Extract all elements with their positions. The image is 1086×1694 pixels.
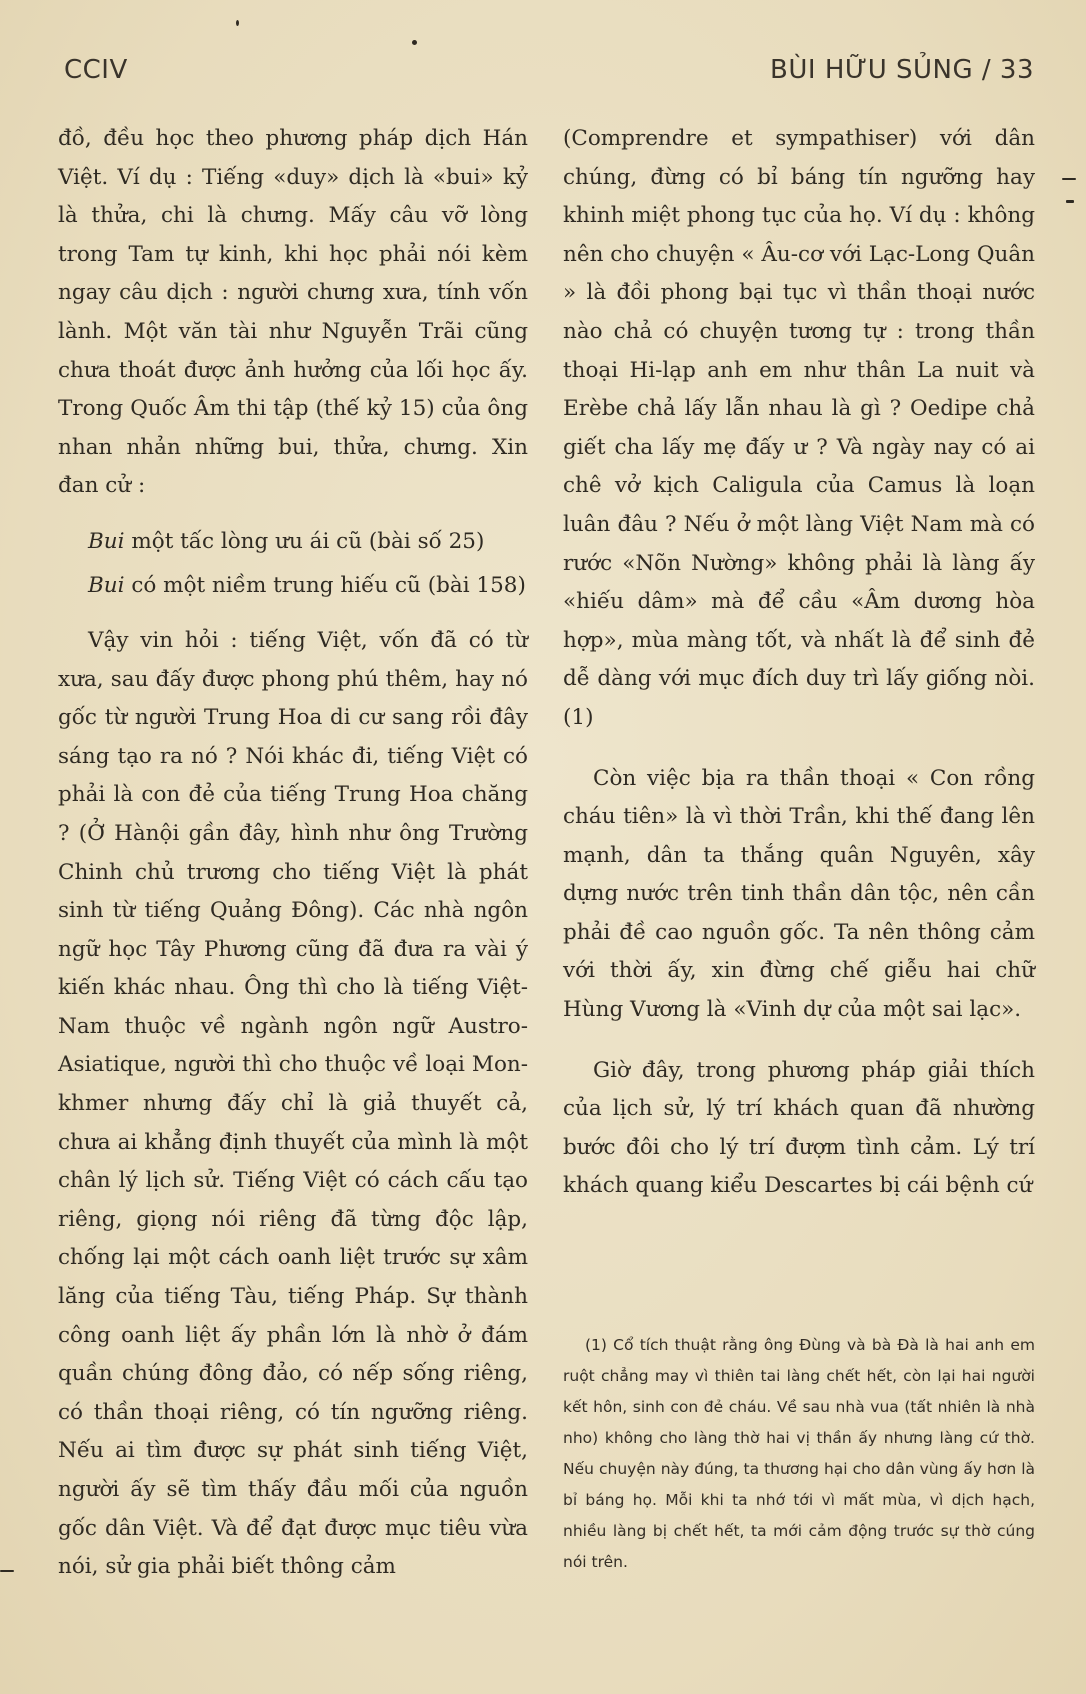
footnote-text: (1) Cổ tích thuật rằng ông Đùng và bà Đà là hai anh em ruột chẳng may vì thiên tai làng chết hết, còn lại hai người kết hôn, sinh con đẻ cháu. Về sau nhà vua (tất nhiên là nhà nho) không cho làng thờ hai vị thần ấy nhưng làng cứ thờ. Nếu chuyện này đúng, ta thương hại cho dân vùng ấy hơn là bỉ báng họ. Mỗi khi ta nhớ tới vì mất mùa, vì dịch hạch, nhiều làng bị chết hết, ta mới cảm động trước sự thờ cúng nói trên.	[563, 1336, 1035, 1571]
footnote-divider	[563, 1308, 1035, 1309]
quote-text: có một niềm trung hiếu cũ (bài 158)	[124, 572, 526, 598]
right-column	[563, 120, 1035, 1206]
paragraph: Vậy vin hỏi : tiếng Việt, vốn đã có từ xưa, sau đấy được phong phú thêm, hay nó gốc từ người Trung Hoa di cư sang rồi đây sáng tạo ra nó ? Nói khác đi, tiếng Việt có phải là con đẻ của tiếng Trung Hoa chăng ? (Ở Hànội gần đây, hình như ông Trường Chinh chủ trương cho tiếng Việt là phát sinh từ tiếng Quảng Đông). Các nhà ngôn ngữ học Tây Phương cũng đã đưa ra vài ý kiến khác nhau. Ông thì cho là tiếng Việt-Nam thuộc về ngành ngôn ngữ Austro-Asiatique, người thì cho thuộc về loại Mon-khmer nhưng đấy chỉ là giả thuyết cả, chưa ai khẳng định thuyết của mình là một chân lý lịch sử. Tiếng Việt có cách cấu tạo riêng, giọng nói riêng đã từng độc lập, chống lại một cách oanh liệt trước sự xâm lăng của tiếng Tàu, tiếng Pháp. Sự thành công oanh liệt ấy phần lớn là nhờ ở đám quần chúng đông đảo, có nếp sống riêng, có thần thoại riêng, có tín ngưỡng riêng. Nếu ai tìm được sự phát sinh tiếng Việt, người ấy sẽ tìm thấy đầu mối của nguồn gốc dân Việt. Và để đạt được mục tiêu vừa nói, sử gia phải biết thông cảm	[58, 627, 528, 1580]
footnote	[563, 1330, 1035, 1578]
paragraph: Còn việc bịa ra thần thoại « Con rồng cháu tiên» là vì thời Trần, khi thế đang lên mạnh, dân ta thắng quân Nguyên, xây dựng nước trên tinh thần dân tộc, nên cần phải đề cao nguồn gốc. Ta nên thông cảm với thời ấy, xin đừng chế giễu hai chữ Hùng Vương là «Vinh dự của một sai lạc».	[563, 765, 1035, 1023]
header-section-mark: CCIV	[64, 55, 128, 85]
running-header	[64, 50, 1034, 90]
paragraph: Giờ đây, trong phương pháp giải thích của lịch sử, lý trí khách quan đã nhường bước đôi cho lý trí đượm tình cảm. Lý trí khách quang kiểu Descartes bị cái bệnh cứ	[563, 1057, 1035, 1199]
quotation-line-1	[58, 520, 528, 564]
ink-speck	[412, 40, 417, 45]
ink-speck	[0, 1570, 14, 1572]
spacer	[58, 506, 528, 520]
ink-speck	[1066, 200, 1074, 203]
quote-text: một tấc lòng ưu ái cũ (bài số 25)	[124, 528, 485, 554]
paragraph: (Comprendre et sympathiser) với dân chúng, đừng có bỉ báng tín ngưỡng hay khinh miệt phong tục của họ. Ví dụ : không nên cho chuyện « Âu-cơ với Lạc-Long Quân » là đồi phong bại tục vì thần thoại nước nào chả có chuyện tương tự : trong thần thoại Hi-lạp anh em như thân La nuit và Erèbe chả lấy lẫn nhau là gì ? Oedipe chả giết cha lấy mẹ đấy ư ? Và ngày nay có ai chê vở kịch Caligula của Camus là loạn luân đâu ? Nếu ở một làng Việt Nam mà có rước «Nõn Nường» không phải là làng ấy «hiếu dâm» mà để cầu «Âm dương hòa hợp», mùa màng tốt, và nhất là để sinh đẻ dễ dàng với mục đích duy trì lấy giống nòi. (1)	[563, 126, 1035, 730]
quote-emphasis: Bui	[88, 528, 125, 554]
quote-emphasis: Bui	[88, 572, 125, 598]
paragraph: đồ, đều học theo phương pháp dịch Hán Việt. Ví dụ : Tiếng «duy» dịch là «bui» kỷ là thửa, chi là chưng. Mấy câu vỡ lòng trong Tam tự kinh, khi học phải nói kèm ngay câu dịch : người chưng xưa, tính vốn lành. Một văn tài như Nguyễn Trãi cũng chưa thoát được ảnh hưởng của lối học ấy. Trong Quốc Âm thi tập (thế kỷ 15) của ông nhan nhản những bui, thửa, chưng. Xin đan cử :	[58, 126, 528, 499]
ink-speck	[1062, 178, 1076, 180]
spacer	[58, 608, 528, 622]
spacer	[563, 1030, 1035, 1052]
spacer	[563, 738, 1035, 760]
header-author-page: BÙI HỮU SỦNG / 33	[770, 55, 1034, 85]
quotation-line-2	[58, 564, 528, 608]
left-column	[58, 120, 528, 1587]
ink-speck	[236, 20, 239, 26]
